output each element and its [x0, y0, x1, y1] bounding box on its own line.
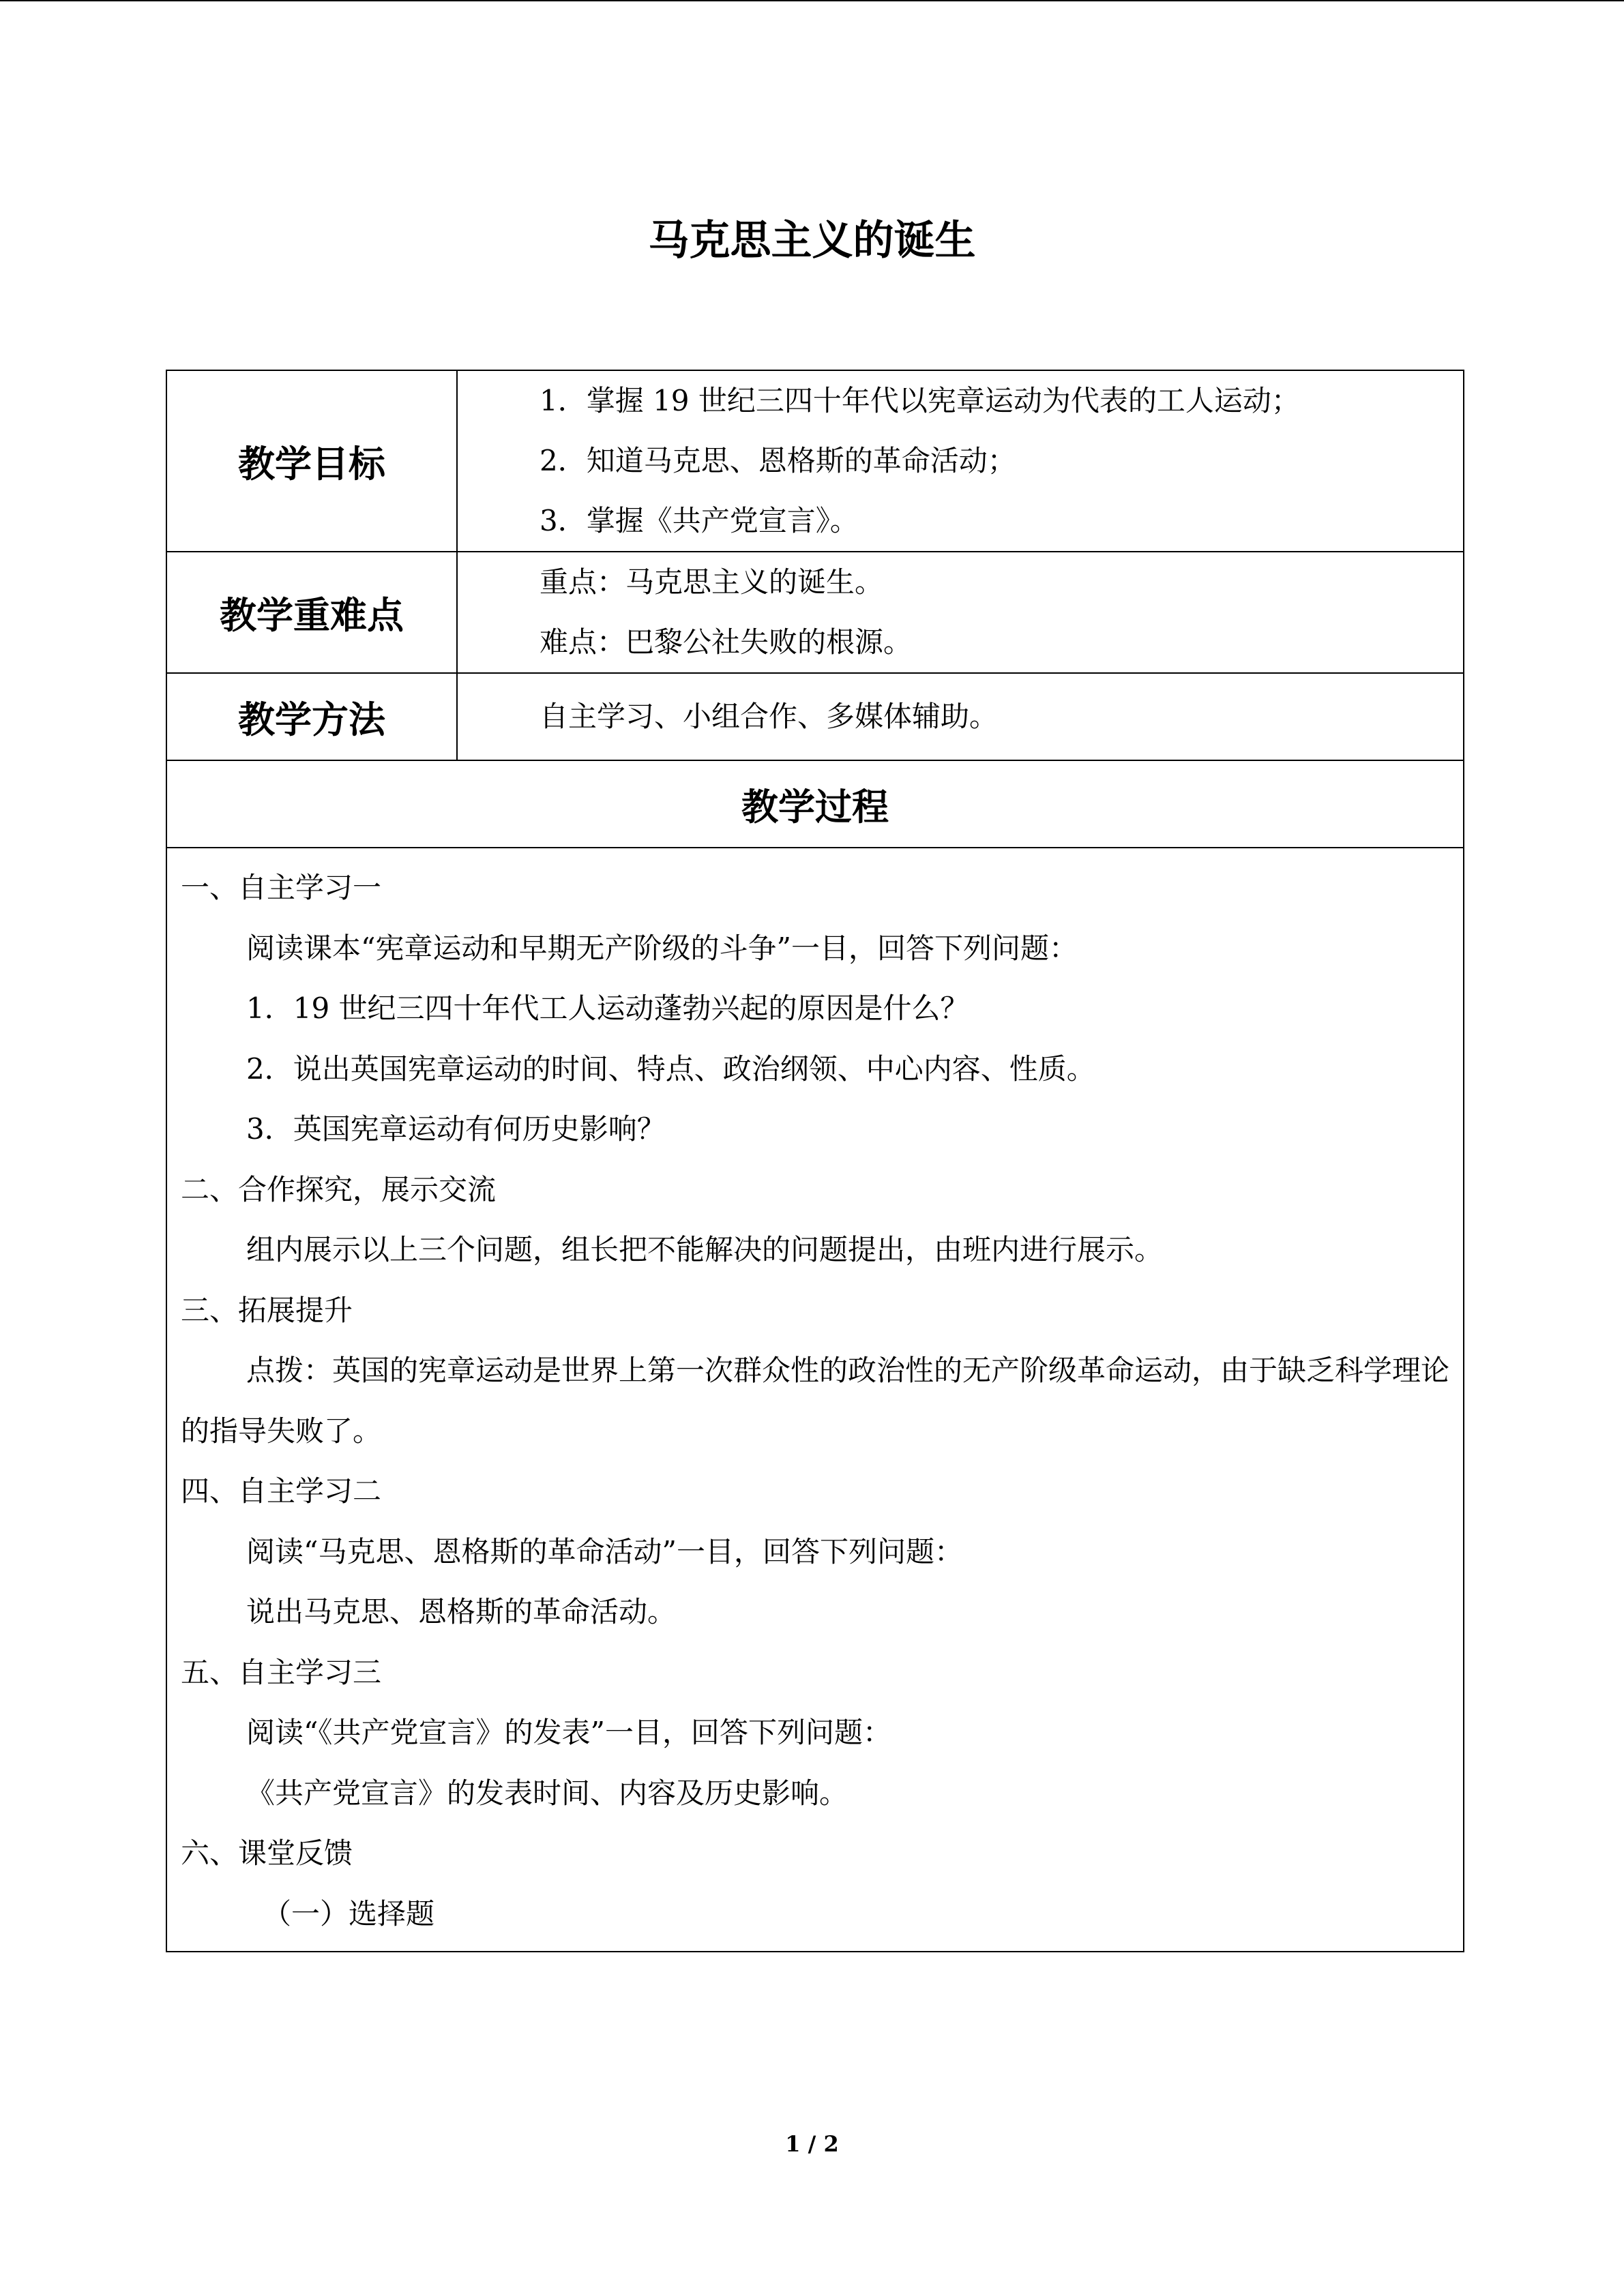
section-heading: 一、自主学习一 — [181, 871, 382, 904]
objectives-value — [457, 370, 1464, 552]
process-line: 阅读“《共产党宣言》的发表”一目，回答下列问题： — [246, 1716, 891, 1749]
question-item: 1．19 世纪三四十年代工人运动蓬勃兴起的原因是什么？ — [246, 992, 969, 1025]
section-heading: 三、拓展提升 — [181, 1293, 353, 1327]
process-line: 阅读“马克思、恩格斯的革命活动”一目，回答下列问题： — [246, 1534, 963, 1568]
objectives-label: 教学目标 — [166, 370, 457, 552]
process-label: 教学过程 — [166, 760, 1464, 848]
objective-item: 3．掌握《共产党宣言》。 — [540, 504, 859, 537]
key-point-item: 难点：巴黎公社失败的根源。 — [540, 625, 913, 659]
process-line: 阅读课本“宪章运动和早期无产阶级的斗争”一目，回答下列问题： — [246, 931, 1078, 965]
process-paragraph: 点拨：英国的宪章运动是世界上第一次群众性的政治性的无产阶级革命运动，由于缺乏科学理论的指导失败了。 — [181, 1354, 1450, 1448]
process-body-row — [166, 848, 1464, 1952]
objectives-row — [166, 370, 1464, 552]
objective-item: 1．掌握 19 世纪三四十年代以宪章运动为代表的工人运动； — [540, 384, 1300, 417]
section-heading: 四、自主学习二 — [181, 1474, 382, 1508]
methods-label: 教学方法 — [166, 673, 457, 760]
methods-row — [166, 673, 1464, 760]
process-line: 说出马克思、恩格斯的革命活动。 — [246, 1595, 677, 1628]
subsection-heading: （一）选择题 — [263, 1896, 435, 1930]
methods-text: 自主学习、小组合作、多媒体辅助。 — [540, 700, 999, 733]
section-heading: 五、自主学习三 — [181, 1655, 382, 1689]
key-points-label: 教学重难点 — [166, 552, 457, 673]
key-points-value — [457, 552, 1464, 673]
objective-item: 2．知道马克思、恩格斯的革命活动； — [540, 444, 1016, 477]
page-title: 马克思主义的诞生 — [648, 217, 976, 265]
question-item: 3．英国宪章运动有何历史影响？ — [246, 1112, 666, 1146]
section-heading: 二、合作探究，展示交流 — [181, 1172, 497, 1206]
question-item: 2．说出英国宪章运动的时间、特点、政治纲领、中心内容、性质。 — [246, 1052, 1095, 1086]
methods-value — [457, 673, 1464, 760]
top-border — [0, 0, 1624, 1]
process-line: 《共产党宣言》的发表时间、内容及历史影响。 — [246, 1776, 848, 1810]
lesson-plan-table — [166, 370, 1464, 1952]
process-header-row — [166, 760, 1464, 848]
section-heading: 六、课堂反馈 — [181, 1836, 353, 1870]
page-number: 1 / 2 — [785, 2131, 839, 2157]
process-content — [166, 848, 1464, 1952]
process-line: 组内展示以上三个问题，组长把不能解决的问题提出，由班内进行展示。 — [246, 1233, 1164, 1266]
key-points-row — [166, 552, 1464, 673]
key-point-item: 重点：马克思主义的诞生。 — [540, 565, 884, 599]
